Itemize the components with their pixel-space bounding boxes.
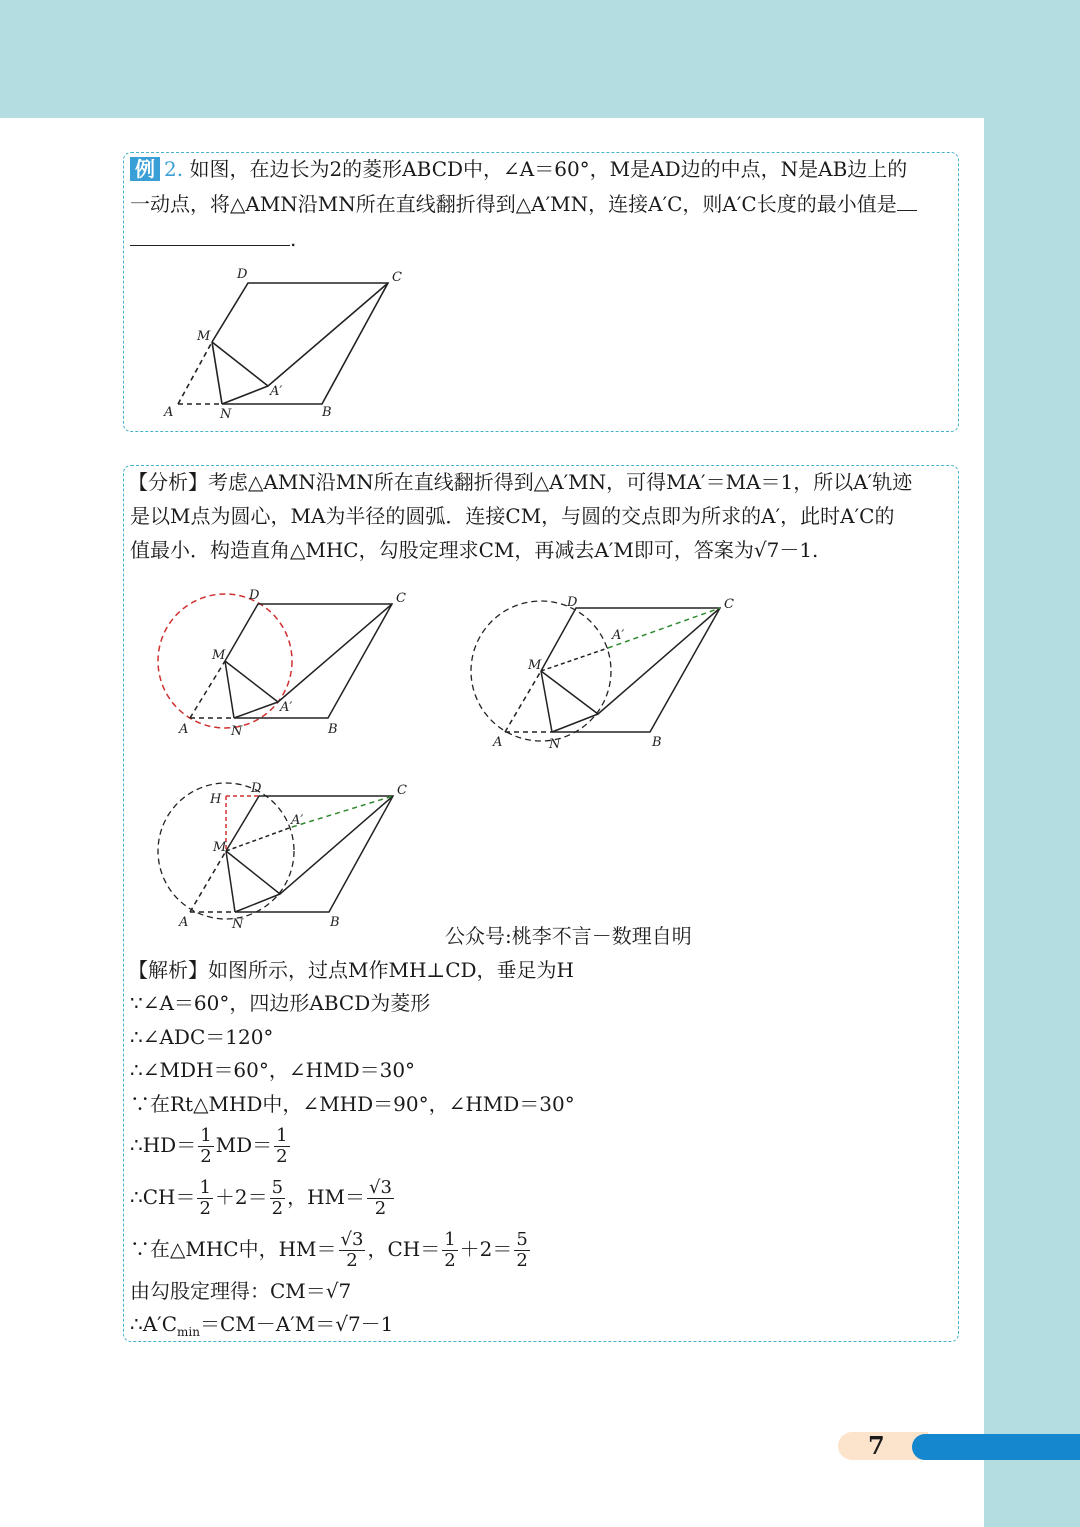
label-N: N [220, 407, 232, 422]
example-line-2: 一动点，将△AMN沿MN所在直线翻折得到△A′MN，连接A′C，则A′C长度的最小值是 [130, 192, 917, 216]
label-A: A [493, 735, 503, 750]
solution-line-7: ∴CH＝ $\frac{1}{2}$ ＋2＝ $\frac{5}{2}$ ，HM＝ $\frac{√3}{2}$ [130, 1177, 392, 1219]
label-A-prime: A′ [612, 628, 625, 643]
label-A-prime: A′ [270, 384, 283, 399]
solution-line-9: 由勾股定理得：CM＝√7 [130, 1279, 352, 1303]
label-N: N [232, 917, 244, 932]
analysis-line-2: 是以M点为圆心，MA为半径的圆弧．连接CM，与圆的交点即为所求的A′，此时A′C的 [130, 504, 895, 528]
label-A: A [164, 405, 174, 420]
page-number-bar [912, 1434, 1080, 1460]
label-B: B [652, 735, 662, 750]
label-D: D [251, 781, 262, 796]
label-C: C [392, 270, 402, 285]
label-A-prime: A′ [291, 813, 304, 828]
analysis-line-3: 值最小．构造直角△MHC，勾股定理求CM，再减去A′M即可，答案为√7－1. [130, 538, 819, 562]
solution-line-5: ∵在Rt△MHD中，∠MHD＝90°，∠HMD＝30° [130, 1092, 575, 1116]
label-D: D [249, 588, 260, 603]
solution-line-10: $\therefore A'C_{min}=CM-A'M=√7-1$ [130, 1312, 394, 1339]
label-B: B [328, 722, 338, 737]
example-line-3: . [130, 227, 296, 251]
label-B: B [330, 915, 340, 930]
solution-line-3: ∴∠ADC＝120° [130, 1025, 274, 1049]
label-N: N [549, 737, 561, 752]
label-C: C [397, 783, 407, 798]
watermark: 公众号:桃李不言－数理自明 [445, 924, 692, 948]
example-badge: 例 [130, 157, 160, 181]
label-B: B [322, 405, 332, 420]
solution-line-6: ∴HD＝ $\frac{1}{2}$ MD＝ $\frac{1}{2}$ [130, 1125, 288, 1167]
label-M: M [212, 648, 226, 663]
label-N: N [231, 724, 243, 739]
page-number: 7 [868, 1431, 885, 1460]
solution-line-1: 【解析】如图所示，过点M作MH⊥CD，垂足为H [128, 958, 574, 982]
analysis-line-1: 【分析】考虑△AMN沿MN所在直线翻折得到△A′MN，可得MA′＝MA＝1，所以A′轨迹 [128, 470, 913, 494]
label-M: M [528, 658, 542, 673]
solution-line-2: ∵∠A＝60°，四边形ABCD为菱形 [130, 991, 431, 1015]
label-D: D [237, 267, 248, 282]
label-A: A [179, 722, 189, 737]
label-C: C [724, 597, 734, 612]
solution-line-8: ∵在△MHC中，HM＝ $\frac{√3}{2}$ ，CH＝ $\frac{1}{2}$ ＋2＝ $\frac{5}{2}$ [130, 1229, 528, 1271]
example-line-1: 例 2. 如图，在边长为2的菱形ABCD中，∠A＝60°，M是AD边的中点，N是AB边上的 [130, 157, 907, 181]
label-M: M [213, 840, 227, 855]
label-A: A [179, 915, 189, 930]
label-H: H [210, 792, 222, 807]
label-A-prime: A′ [280, 700, 293, 715]
solution-line-4: ∴∠MDH＝60°，∠HMD＝30° [130, 1058, 416, 1082]
label-M: M [197, 329, 211, 344]
label-C: C [396, 591, 406, 606]
label-D: D [567, 595, 578, 610]
